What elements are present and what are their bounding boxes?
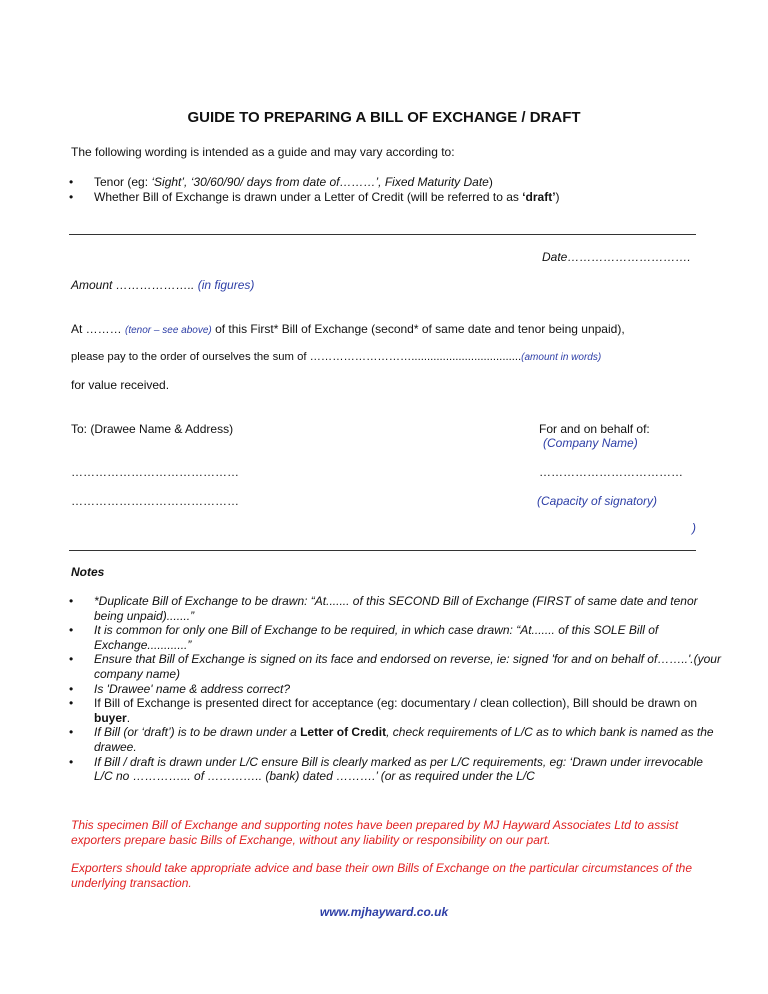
- note-lc-marking: • If Bill / draft is drawn under L/C ensure Bill is clearly marked as per L/C requirements, eg: ‘Drawn under irrevocable L/C no …………... of ………….. (bank) dated ……….’ (or as required under the L/C: [69, 755, 724, 784]
- note-letter-of-credit: • If Bill (or ‘draft’) is to be drawn under a Letter of Credit, check requirements of L/C as to which bank is named as the drawee.: [69, 725, 724, 754]
- form-bottom-divider: [69, 550, 696, 551]
- stray-parenthesis: ): [692, 521, 696, 535]
- amount-words-hint: (amount in words): [521, 352, 602, 363]
- tenor-line: At ……… (tenor – see above) of this First* Bill of Exchange (second* of same date and tenor being unpaid),: [71, 322, 625, 336]
- intro-bullet-list: [69, 175, 724, 204]
- intro-text: The following wording is intended as a guide and may vary according to:: [71, 145, 455, 159]
- intro-bullet-tenor: • Tenor (eg: ‘Sight’, ‘30/60/90/ days from date of………’, Fixed Maturity Date): [69, 175, 724, 190]
- behalf-label: For and on behalf of:: [539, 422, 650, 436]
- tenor-hint: (tenor – see above): [125, 325, 212, 336]
- document-title: GUIDE TO PREPARING A BILL OF EXCHANGE / DRAFT: [187, 109, 581, 126]
- date-field: Date………………………….: [542, 250, 691, 264]
- note-duplicate-bill: • *Duplicate Bill of Exchange to be drawn: “At....... of this SECOND Bill of Exchange (FIRST of same date and tenor being unpaid).......”: [69, 594, 724, 623]
- website-link[interactable]: www.mjhayward.co.uk: [319, 905, 449, 919]
- disclaimer-text: This specimen Bill of Exchange and supporting notes have been prepared by MJ Hayward Associates Ltd to assist exporters prepare basic Bills of Exchange, without any liability or responsibility on our part.: [71, 818, 679, 847]
- top-divider: [69, 234, 696, 235]
- capacity-hint: (Capacity of signatory): [537, 494, 658, 508]
- company-name-hint: (Company Name): [543, 436, 638, 450]
- drawee-address-line-2: ……………………………………: [71, 494, 239, 508]
- notes-heading: Notes: [71, 565, 105, 579]
- intro-bullet-letter-of-credit: • Whether Bill of Exchange is drawn under a Letter of Credit (will be referred to as ‘draft’): [69, 190, 724, 205]
- advice-text: Exporters should take appropriate advice and base their own Bills of Exchange on the particular circumstances of the underlying transaction.: [71, 861, 693, 890]
- signatory-line: ………………………………: [539, 465, 683, 479]
- notes-list: [69, 594, 724, 784]
- note-drawee-check: • Is 'Drawee' name & address correct?: [69, 682, 724, 697]
- drawee-address-line-1: ……………………………………: [71, 465, 239, 479]
- note-sole-bill: • It is common for only one Bill of Exchange to be required, in which case drawn: “At....... of this SOLE Bill of Exchange............”: [69, 623, 724, 652]
- value-received-text: for value received.: [71, 378, 170, 392]
- note-presented-direct: • If Bill of Exchange is presented direct for acceptance (eg: documentary / clean collection), Bill should be drawn on buyer.: [69, 696, 724, 725]
- note-signed-endorsed: • Ensure that Bill of Exchange is signed on its face and endorsed on reverse, ie: signed 'for and on behalf of……..'.(your company name): [69, 652, 724, 681]
- drawee-label: To: (Drawee Name & Address): [71, 422, 234, 436]
- amount-figures-hint: (in figures): [197, 278, 255, 292]
- pay-order-line: please pay to the order of ourselves the sum of ………………………...................................(amount in words): [71, 351, 602, 363]
- amount-figures-line: Amount ……………….. (in figures): [71, 278, 255, 292]
